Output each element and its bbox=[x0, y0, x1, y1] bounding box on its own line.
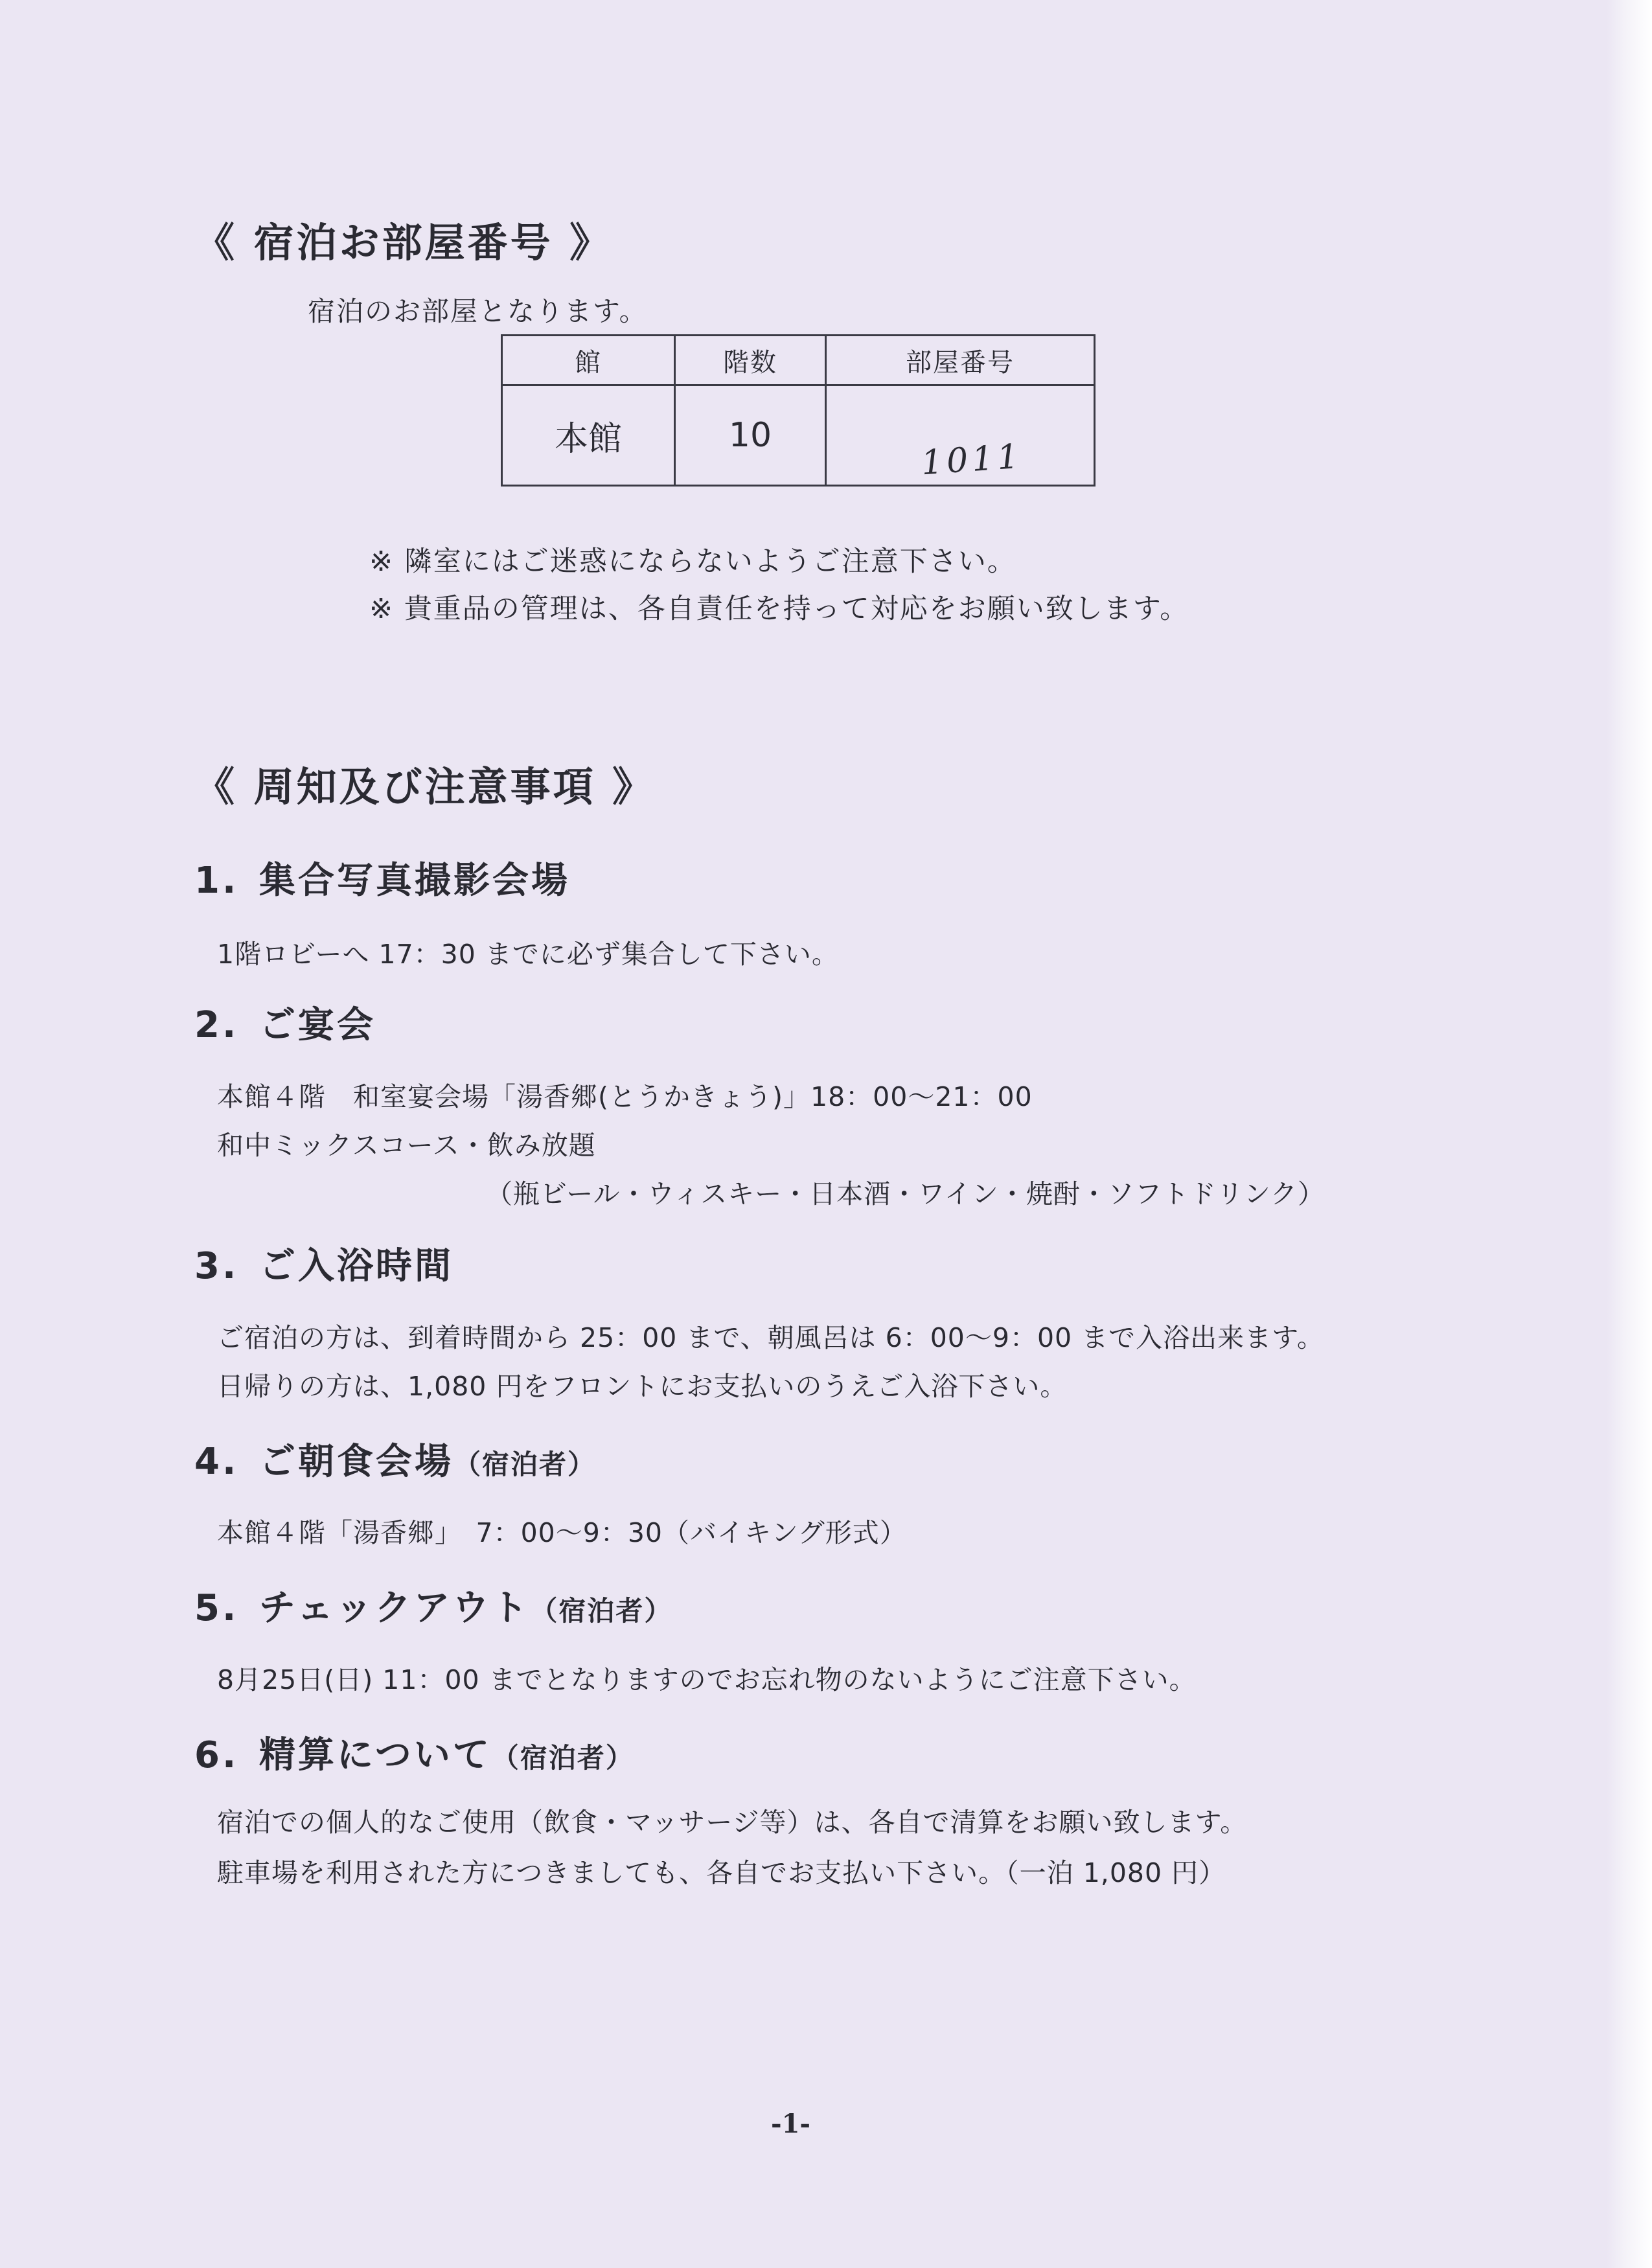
item-2-line-1: 本館４階 和室宴会場「湯香郷(とうかきょう)」18：00～21：00 bbox=[217, 1081, 1033, 1112]
item-4-title: ご朝食会場 bbox=[259, 1441, 453, 1483]
room-table-value-row bbox=[502, 385, 1095, 486]
item-3-line-2: 日帰りの方は、1,080 円をフロントにお支払いのうえご入浴下さい。 bbox=[217, 1371, 1068, 1402]
page-number: -1- bbox=[771, 2109, 811, 2139]
room-table bbox=[501, 334, 1096, 487]
item-2-title: ご宴会 bbox=[259, 1004, 376, 1046]
value-floor: 10 bbox=[675, 385, 826, 486]
item-2-line-3: （瓶ビール・ウィスキー・日本酒・ワイン・焼酎・ソフトドリンク） bbox=[486, 1178, 1325, 1209]
room-intro: 宿泊のお部屋となります。 bbox=[308, 295, 648, 327]
notice-section-title: 《 周知及び注意事項 》 bbox=[194, 763, 656, 810]
item-4-sub: （宿泊者） bbox=[453, 1449, 597, 1480]
item-5-title: チェックアウト bbox=[259, 1587, 531, 1629]
item-6-line-2: 駐車場を利用された方につきましても、各自でお支払い下さい。（一泊 1,080 円） bbox=[217, 1857, 1226, 1888]
item-4-line-1: 本館４階「湯香郷」 7：00～9：30（バイキング形式） bbox=[217, 1517, 907, 1548]
item-1-heading bbox=[194, 852, 570, 904]
header-building: 館 bbox=[502, 336, 675, 385]
item-3-line-1: ご宿泊の方は、到着時間から 25：00 まで、朝風呂は 6：00～9：00 まで入浴出来ます。 bbox=[217, 1322, 1324, 1353]
item-2-heading bbox=[194, 996, 376, 1048]
room-note-valuables: ※ 貴重品の管理は、各自責任を持って対応をお願い致します。 bbox=[369, 593, 1189, 625]
item-2-line-2: 和中ミックスコース・飲み放題 bbox=[217, 1130, 596, 1161]
header-floor: 階数 bbox=[675, 336, 826, 385]
item-6-title: 精算について bbox=[259, 1734, 492, 1776]
value-room-number bbox=[826, 385, 1095, 486]
paper-edge bbox=[1607, 0, 1652, 2268]
item-6-heading bbox=[194, 1726, 634, 1778]
item-6-sub: （宿泊者） bbox=[491, 1742, 634, 1774]
item-4-number: 4. bbox=[194, 1441, 239, 1483]
item-3-title: ご入浴時間 bbox=[259, 1245, 453, 1287]
header-room-number: 部屋番号 bbox=[826, 336, 1095, 385]
item-4-heading bbox=[194, 1433, 596, 1485]
item-1-line-1: 1階ロビーへ 17：30 までに必ず集合して下さい。 bbox=[217, 939, 839, 970]
room-table-header-row bbox=[502, 336, 1095, 385]
room-section-title: 《 宿泊お部屋番号 》 bbox=[194, 219, 613, 266]
item-3-heading bbox=[194, 1237, 453, 1289]
item-5-number: 5. bbox=[194, 1587, 239, 1629]
item-3-number: 3. bbox=[194, 1245, 239, 1287]
item-2-number: 2. bbox=[194, 1004, 239, 1046]
item-1-number: 1. bbox=[194, 860, 239, 902]
item-1-title: 集合写真撮影会場 bbox=[259, 860, 570, 902]
handwritten-room-number: 1011 bbox=[919, 437, 1024, 483]
item-6-line-1: 宿泊での個人的なご使用（飲食・マッサージ等）は、各自で清算をお願い致します。 bbox=[217, 1807, 1248, 1838]
room-note-neighbors: ※ 隣室にはご迷惑にならないようご注意下さい。 bbox=[369, 545, 1016, 578]
item-5-line-1: 8月25日(日) 11：00 までとなりますのでお忘れ物のないようにご注意下さい。 bbox=[217, 1664, 1197, 1695]
item-5-heading bbox=[194, 1579, 672, 1631]
item-5-sub: （宿泊者） bbox=[530, 1595, 673, 1627]
value-building: 本館 bbox=[502, 385, 675, 486]
item-6-number: 6. bbox=[194, 1734, 239, 1776]
